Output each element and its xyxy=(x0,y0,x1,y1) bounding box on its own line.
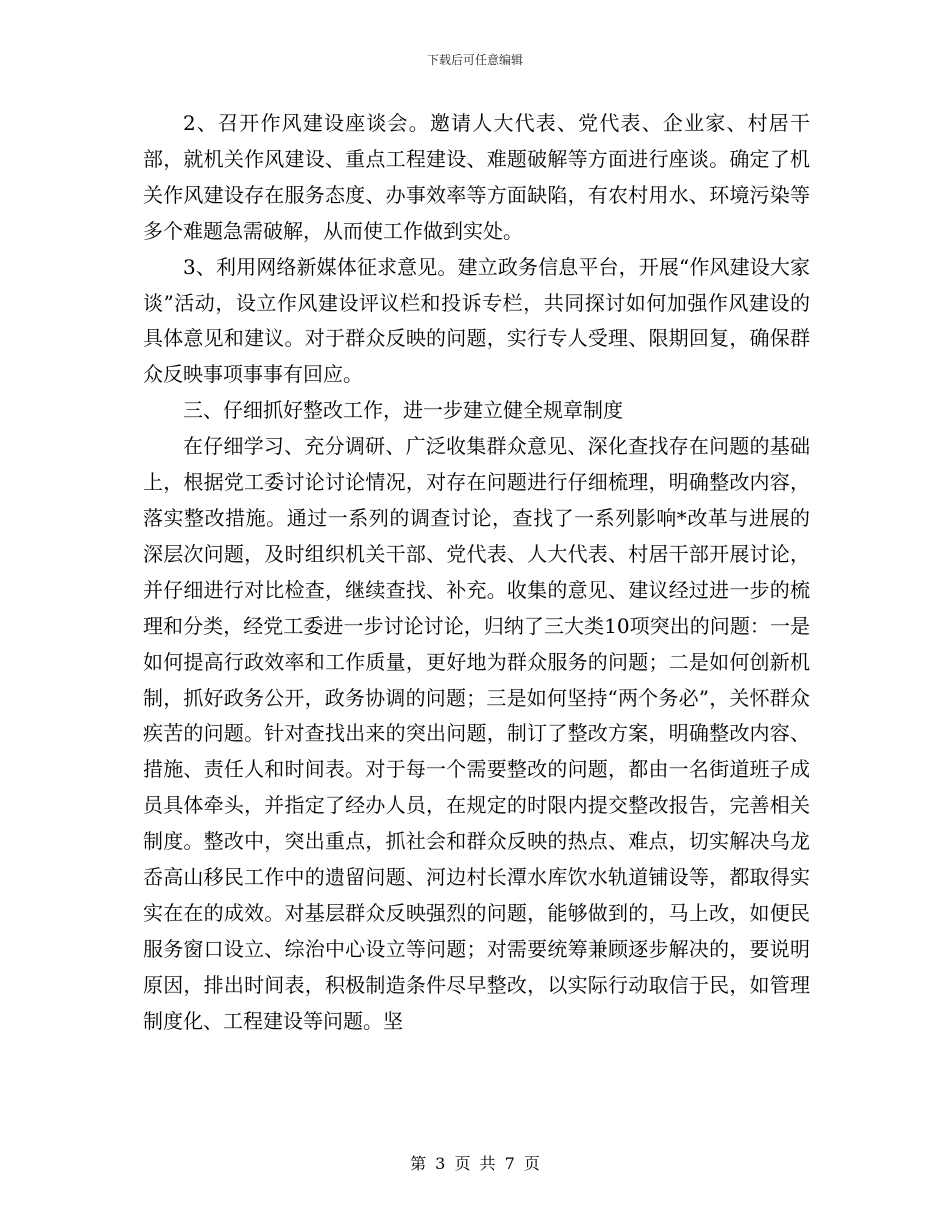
paragraph-item-2: 2、召开作风建设座谈会。邀请人大代表、党代表、企业家、村居干部，就机关作风建设、重点工程建设、难题破解等方面进行座谈。确定了机关作风建设存在服务态度、办事效率等方面缺陷，有农村用水、环境污染等多个难题急需破解，从而使工作做到实处。 xyxy=(143,111,810,243)
paragraph-item-3: 3、利用网络新媒体征求意见。建立政务信息平台，开展“作风建设大家谈”活动，设立作风建设评议栏和投诉专栏，共同探讨如何加强作风建设的具体意见和建议。对于群众反映的问题，实行专人受理、限期回复，确保群众反映事项事事有回应。 xyxy=(143,254,810,387)
paragraph-body: 在仔细学习、充分调研、广泛收集群众意见、深化查找存在问题的基础上，根据党工委讨论讨论情况，对存在问题进行仔细梳理，明确整改内容，落实整改措施。通过一系列的调查讨论，查找了一系列影响*改革与进展的深层次问题，及时组织机关干部、党代表、人大代表、村居干部开展讨论，并仔细进行对比检查，继续查找、补充。收集的意见、建议经过进一步的梳理和分类，经党工委进一步讨论讨论，归纳了三大类10项突出的问题：一是如何提高行政效率和工作质量，更好地为群众服务的问题；二是如何创新机制，抓好政务公开，政务协调的问题；三是如何坚持“两个务必”，关怀群众疾苦的问题。针对查找出来的突出问题，制订了整改方案，明确整改内容、措施、责任人和时间表。对于每一个需要整改的问题，都由一名街道班子成员具体牵头，并指定了经办人员，在规定的时限内提交整改报告，完善相关制度。整改中，突出重点，抓社会和群众反映的热点、难点，切实解决乌龙岙高山移民工作中的遗留问题、河边村长潭水库饮水轨道铺设等，都取得实实在在的成效。对基层群众反映强烈的问题，能够做到的，马上改，如便民服务窗口设立、综治中心设立等问题；对需要统筹兼顾逐步解决的，要说明原因，排出时间表，积极制造条件尽早整改，以实际行动取信于民，如管理制度化、工程建设等问题。坚 xyxy=(143,434,810,1033)
document-body xyxy=(143,106,810,1040)
page-header: 下载后可任意编辑 xyxy=(426,53,523,67)
section-heading-3: 三、仔细抓好整改工作，进一步建立健全规章制度 xyxy=(183,398,623,423)
page-footer: 第 3 页 共 7 页 xyxy=(410,1154,540,1173)
